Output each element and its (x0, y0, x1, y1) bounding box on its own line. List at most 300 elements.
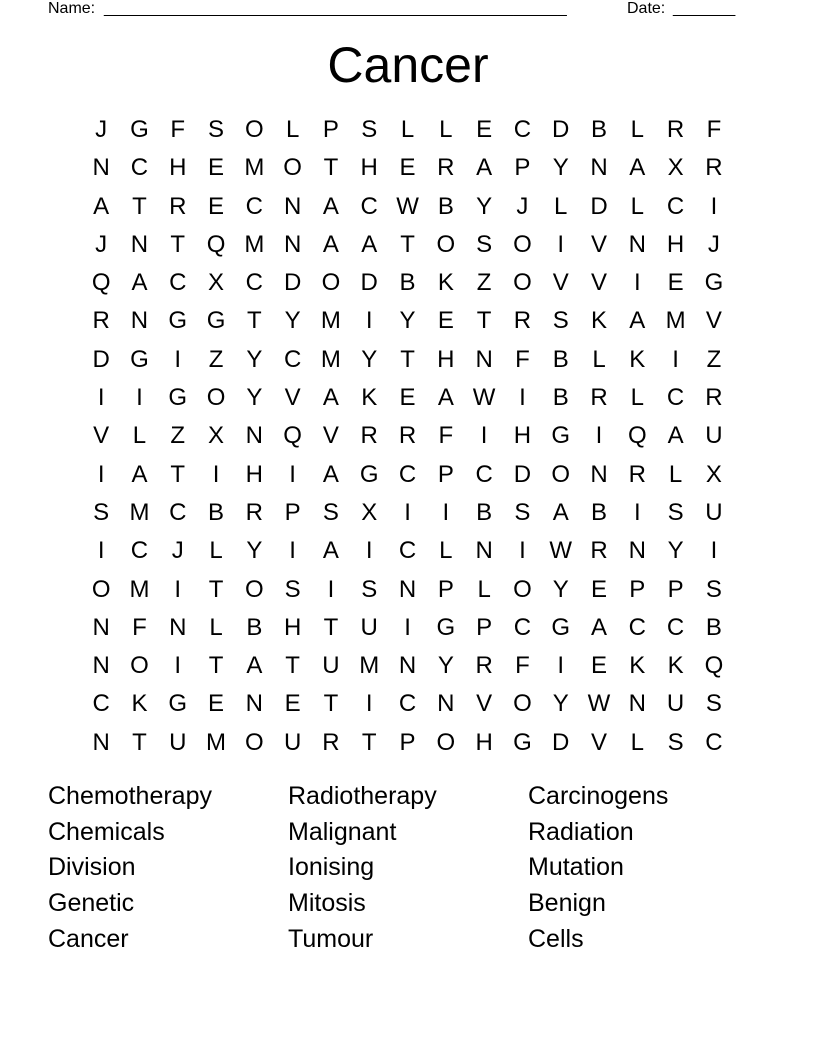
grid-cell: P (322, 116, 339, 143)
grid-cell: F (515, 652, 530, 680)
grid-cell: L (400, 116, 415, 143)
grid-cell: I (212, 460, 220, 488)
grid-cell: N (437, 690, 455, 718)
grid-cell: E (284, 690, 301, 718)
grid-cell: D (92, 345, 110, 373)
grid-cell: Z (170, 422, 186, 450)
grid-cell: A (322, 384, 339, 412)
grid-cell: O (436, 728, 456, 756)
grid-cell: Q (627, 422, 647, 450)
grid-cell: N (628, 690, 646, 718)
grid-cell: B (705, 613, 722, 641)
grid-cell: I (442, 498, 450, 526)
grid-cell: G (551, 422, 571, 450)
grid-cell: A (246, 652, 263, 680)
grid-cell: J (171, 537, 184, 565)
grid-cell: C (130, 537, 149, 565)
grid-cell: S (552, 307, 569, 335)
grid-cell: U (283, 728, 302, 756)
grid-cell: F (706, 116, 722, 143)
grid-cell: J (707, 230, 720, 258)
grid-cell: O (283, 154, 302, 182)
word-list-item: Division (48, 853, 136, 882)
grid-cell: N (92, 613, 110, 641)
grid-cell: T (400, 345, 415, 373)
grid-cell: M (129, 575, 150, 603)
grid-cell: S (705, 690, 722, 718)
grid-cell: S (208, 116, 225, 143)
grid-cell: Y (476, 192, 493, 220)
grid-cell: I (97, 537, 105, 565)
grid-cell: N (92, 728, 110, 756)
grid-cell: A (437, 384, 454, 412)
grid-cell: K (629, 652, 646, 680)
grid-cell: R (705, 384, 723, 412)
grid-cell: M (206, 728, 227, 756)
grid-cell: A (629, 307, 646, 335)
grid-cell: M (244, 154, 265, 182)
grid-cell: I (365, 690, 373, 718)
grid-cell: M (320, 345, 341, 373)
grid-cell: B (591, 498, 608, 526)
grid-cell: R (92, 307, 110, 335)
grid-cell: N (475, 345, 493, 373)
grid-cell: R (628, 460, 646, 488)
grid-cell: W (396, 192, 419, 220)
grid-cell: A (667, 422, 684, 450)
grid-cell: G (513, 728, 532, 756)
grid-cell: P (399, 728, 416, 756)
grid-cell: T (247, 307, 262, 335)
grid-cell: I (174, 652, 182, 680)
grid-cell: I (174, 575, 182, 603)
grid-cell: L (285, 116, 300, 143)
grid-cell: T (476, 307, 492, 335)
grid-cell: K (361, 384, 378, 412)
grid-cell: I (672, 345, 679, 373)
grid-cell: V (591, 269, 608, 297)
grid-cell: O (513, 269, 532, 297)
grid-cell: L (630, 728, 644, 756)
grid-cell: R (360, 422, 378, 450)
grid-cell: S (705, 575, 722, 603)
grid-cell: C (130, 154, 149, 182)
grid-cell: R (590, 537, 608, 565)
grid-cell: I (557, 652, 565, 680)
grid-cell: P (514, 154, 531, 182)
grid-cell: L (132, 422, 147, 450)
grid-cell: Q (91, 269, 111, 297)
name-label: Name: (48, 0, 96, 17)
word-list-item: Mitosis (288, 889, 366, 918)
grid-cell: R (398, 422, 417, 450)
word-list-item: Benign (528, 889, 606, 918)
grid-cell: R (322, 728, 340, 756)
grid-cell: C (513, 613, 532, 641)
word-list-item: Mutation (528, 853, 624, 882)
grid-cell: V (591, 230, 608, 258)
grid-cell: E (476, 116, 493, 143)
grid-cell: G (130, 116, 149, 143)
grid-cell: U (360, 613, 378, 641)
grid-cell: R (437, 154, 455, 182)
grid-cell: N (628, 230, 646, 258)
word-list-item: Cells (528, 924, 584, 953)
grid-cell: G (168, 307, 188, 335)
grid-cell: A (591, 613, 608, 641)
word-list-item: Ionising (288, 853, 375, 882)
grid-cell: E (399, 154, 416, 182)
name-line: ____________________________________________________ (104, 0, 567, 17)
grid-cell: I (633, 498, 641, 526)
grid-cell: I (710, 192, 718, 220)
page-title: Cancer (327, 37, 489, 93)
grid-cell: L (209, 613, 223, 641)
grid-cell: L (630, 192, 644, 220)
grid-cell: L (439, 116, 453, 143)
word-list-item: Tumour (288, 924, 374, 953)
grid-cell: V (93, 422, 110, 450)
grid-cell: D (552, 728, 570, 756)
grid-cell: I (289, 537, 296, 565)
grid-cell: H (437, 345, 455, 373)
grid-cell: C (169, 498, 187, 526)
grid-cell: A (131, 269, 148, 297)
grid-cell: N (628, 537, 646, 565)
date-label: Date: (627, 0, 666, 17)
grid-cell: X (208, 269, 225, 297)
grid-cell: P (476, 613, 493, 641)
grid-cell: O (321, 269, 341, 297)
grid-cell: C (475, 460, 493, 488)
grid-cell: G (359, 460, 379, 488)
grid-cell: J (95, 230, 108, 258)
grid-cell: A (629, 154, 646, 182)
grid-cell: A (131, 460, 148, 488)
grid-cell: I (404, 498, 411, 526)
grid-cell: N (169, 613, 187, 641)
grid-cell: S (361, 575, 378, 603)
grid-cell: G (551, 613, 571, 641)
grid-cell: L (592, 345, 606, 373)
header (48, 0, 748, 20)
grid-cell: B (246, 613, 263, 641)
grid-cell: H (360, 154, 378, 182)
grid-cell: E (208, 154, 225, 182)
grid-cell: T (132, 728, 147, 756)
word-list (48, 779, 768, 957)
grid-cell: X (361, 498, 378, 526)
grid-cell: H (169, 154, 187, 182)
grid-cell: I (365, 537, 373, 565)
grid-cell: G (168, 384, 188, 412)
grid-cell: J (95, 116, 108, 143)
grid-cell: S (514, 498, 531, 526)
grid-cell: C (283, 345, 302, 373)
word-list-item: Cancer (48, 924, 129, 953)
grid-cell: X (208, 422, 225, 450)
grid-cell: C (92, 690, 110, 718)
grid-cell: I (97, 460, 105, 488)
grid-cell: Y (284, 307, 301, 335)
grid-cell: I (327, 575, 335, 603)
grid-cell: N (590, 154, 608, 182)
grid-cell: M (129, 498, 150, 526)
grid-cell: O (513, 575, 532, 603)
grid-cell: K (629, 345, 646, 373)
grid-cell: D (552, 116, 570, 143)
grid-cell: U (705, 422, 723, 450)
grid-cell: D (590, 192, 608, 220)
grid-cell: B (208, 498, 225, 526)
grid-cell: C (513, 116, 532, 143)
grid-cell: W (587, 690, 611, 718)
word-list-item: Radiation (528, 817, 634, 846)
grid-cell: E (591, 575, 608, 603)
grid-cell: O (513, 690, 532, 718)
grid-cell: Y (399, 307, 416, 335)
grid-cell: P (629, 575, 646, 603)
grid-cell: I (519, 384, 526, 412)
grid-cell: Y (246, 537, 263, 565)
grid-cell: T (323, 690, 339, 718)
grid-cell: U (705, 498, 723, 526)
grid-cell: T (323, 154, 339, 182)
grid-cell: C (398, 537, 417, 565)
grid-cell: K (131, 690, 148, 718)
grid-cell: O (436, 230, 456, 258)
grid-cell: T (361, 728, 377, 756)
grid-cell: N (590, 460, 608, 488)
grid-cell: G (168, 690, 188, 718)
grid-cell: G (206, 307, 226, 335)
grid-cell: K (591, 307, 608, 335)
grid-cell: L (554, 192, 568, 220)
grid-cell: A (361, 230, 378, 258)
grid-cell: C (360, 192, 378, 220)
grid-cell: Q (704, 652, 724, 680)
grid-cell: C (245, 192, 263, 220)
grid-cell: E (437, 307, 454, 335)
grid-cell: C (245, 269, 263, 297)
grid-cell: G (130, 345, 149, 373)
grid-cell: H (475, 728, 493, 756)
grid-cell: N (92, 154, 110, 182)
grid-cell: B (476, 498, 493, 526)
grid-cell: M (320, 307, 341, 335)
grid-cell: E (667, 269, 684, 297)
grid-cell: V (322, 422, 339, 450)
grid-cell: B (552, 384, 569, 412)
grid-cell: F (515, 345, 530, 373)
grid-cell: O (130, 652, 149, 680)
grid-cell: A (322, 460, 339, 488)
grid-cell: A (93, 192, 110, 220)
grid-cell: I (519, 537, 526, 565)
grid-cell: D (283, 269, 302, 297)
grid-cell: T (285, 652, 300, 680)
grid-cell: R (590, 384, 608, 412)
grid-cell: C (628, 613, 646, 641)
grid-cell: E (591, 652, 608, 680)
grid-cell: M (244, 230, 265, 258)
grid-cell: N (398, 652, 417, 680)
grid-cell: I (136, 384, 143, 412)
grid-cell: O (91, 575, 111, 603)
grid-cell: G (436, 613, 456, 641)
grid-cell: Y (361, 345, 378, 373)
grid-cell: F (170, 116, 186, 143)
grid-cell: X (667, 154, 684, 182)
grid-cell: I (365, 307, 373, 335)
word-list-item: Radiotherapy (288, 782, 437, 810)
grid-cell: S (476, 230, 493, 258)
grid-cell: P (284, 498, 301, 526)
grid-cell: P (667, 575, 684, 603)
grid-cell: R (666, 116, 685, 143)
grid-cell: N (130, 307, 149, 335)
grid-cell: Y (552, 575, 569, 603)
grid-cell: Y (246, 345, 263, 373)
grid-cell: C (398, 690, 417, 718)
word-list-item: Genetic (48, 889, 135, 918)
grid-cell: T (170, 460, 186, 488)
grid-cell: O (551, 460, 571, 488)
grid-cell: N (283, 230, 302, 258)
grid-cell: I (557, 230, 565, 258)
grid-cell: V (552, 269, 569, 297)
grid-cell: S (284, 575, 301, 603)
grid-cell: V (284, 384, 301, 412)
word-list-item: Carcinogens (528, 782, 669, 810)
grid-cell: E (399, 384, 416, 412)
grid-cell: Z (208, 345, 224, 373)
grid-cell: S (361, 116, 378, 143)
grid-cell: O (206, 384, 226, 412)
grid-cell: O (513, 230, 532, 258)
grid-cell: I (404, 613, 411, 641)
grid-cell: F (438, 422, 454, 450)
grid-cell: Z (706, 345, 722, 373)
grid-cell: A (476, 154, 493, 182)
grid-cell: H (245, 460, 263, 488)
grid-cell: H (666, 230, 685, 258)
grid-cell: B (552, 345, 569, 373)
grid-cell: N (475, 537, 493, 565)
letter-grid (82, 111, 733, 762)
grid-cell: L (630, 384, 644, 412)
grid-cell: G (704, 269, 724, 297)
grid-cell: F (132, 613, 147, 641)
grid-cell: P (437, 460, 454, 488)
grid-cell: C (169, 269, 187, 297)
grid-cell: M (665, 307, 686, 335)
grid-cell: B (591, 116, 608, 143)
grid-cell: Y (552, 690, 569, 718)
grid-cell: T (132, 192, 147, 220)
grid-cell: C (666, 613, 685, 641)
grid-cell: E (208, 192, 225, 220)
grid-cell: K (667, 652, 684, 680)
word-list-item: Chemotherapy (48, 782, 212, 810)
grid-cell: N (130, 230, 149, 258)
grid-cell: Y (437, 652, 454, 680)
grid-cell: U (322, 652, 340, 680)
grid-cell: K (437, 269, 454, 297)
grid-cell: C (705, 728, 723, 756)
grid-cell: O (245, 575, 264, 603)
grid-cell: T (323, 613, 339, 641)
grid-cell: D (513, 460, 532, 488)
grid-cell: H (513, 422, 532, 450)
word-list-item: Malignant (288, 817, 397, 846)
grid-cell: R (513, 307, 532, 335)
grid-cell: N (245, 690, 263, 718)
grid-cell: Z (476, 269, 492, 297)
grid-cell: T (170, 230, 186, 258)
grid-cell: S (667, 728, 684, 756)
grid-cell: U (169, 728, 187, 756)
grid-cell: L (477, 575, 491, 603)
grid-cell: L (439, 537, 453, 565)
grid-cell: A (322, 192, 339, 220)
grid-cell: N (245, 422, 263, 450)
grid-cell: E (208, 690, 225, 718)
grid-cell: A (322, 230, 339, 258)
grid-cell: R (475, 652, 493, 680)
grid-cell: I (174, 345, 182, 373)
grid-cell: N (92, 652, 110, 680)
grid-cell: R (705, 154, 723, 182)
grid-cell: V (705, 307, 722, 335)
grid-cell: H (283, 613, 302, 641)
grid-cell: L (668, 460, 683, 488)
grid-cell: S (667, 498, 684, 526)
grid-cell: I (289, 460, 296, 488)
grid-cell: V (591, 728, 608, 756)
grid-cell: Y (246, 384, 263, 412)
grid-cell: A (552, 498, 569, 526)
grid-cell: X (705, 460, 722, 488)
grid-cell: N (283, 192, 302, 220)
grid-cell: M (359, 652, 380, 680)
grid-cell: T (208, 652, 224, 680)
grid-cell: O (245, 116, 264, 143)
date-line: _______ (673, 0, 736, 17)
grid-cell: A (322, 537, 339, 565)
grid-cell: L (630, 116, 644, 143)
grid-cell: T (208, 575, 224, 603)
grid-cell: Q (283, 422, 302, 450)
grid-cell: L (209, 537, 223, 565)
grid-cell: C (666, 192, 685, 220)
grid-cell: C (666, 384, 685, 412)
grid-cell: I (480, 422, 488, 450)
grid-cell: B (399, 269, 416, 297)
word-list-item: Chemicals (48, 817, 165, 846)
grid-cell: U (666, 690, 685, 718)
grid-cell: R (169, 192, 187, 220)
grid-cell: Y (667, 537, 684, 565)
grid-cell: J (516, 192, 529, 220)
grid-cell: C (398, 460, 417, 488)
grid-cell: T (400, 230, 415, 258)
grid-cell: R (245, 498, 263, 526)
grid-cell: I (97, 384, 105, 412)
grid-cell: I (710, 537, 718, 565)
grid-cell: I (633, 269, 641, 297)
grid-cell: W (472, 384, 496, 412)
